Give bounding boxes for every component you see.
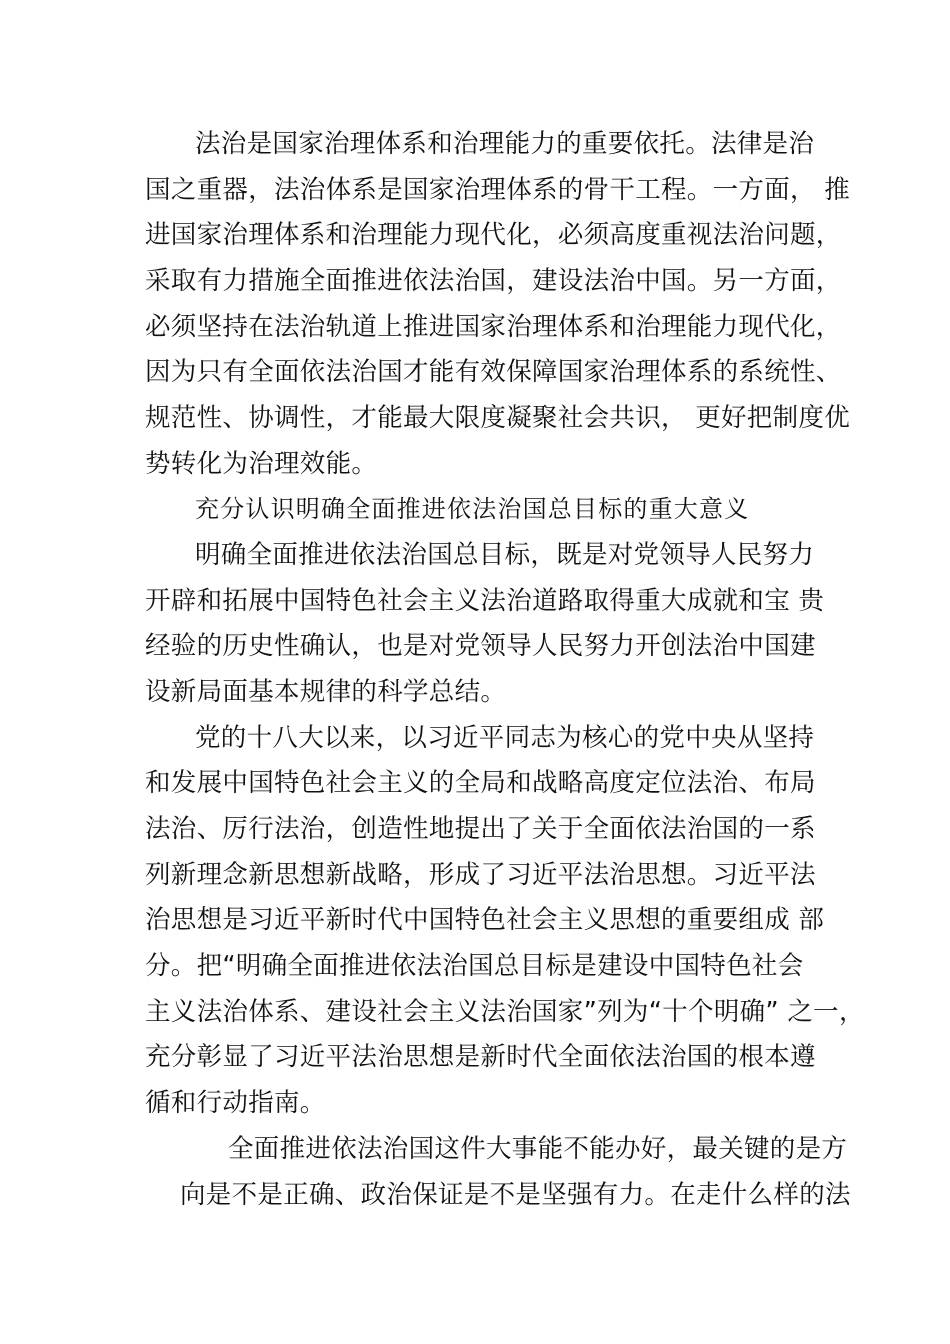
text-line: 国之重器，法治体系是国家治理体系的骨干工程。一方面， 推 (145, 175, 851, 205)
text-line: 全面推进依法治国这件大事能不能办好，最关键的是方 (228, 1134, 848, 1164)
text-line: 设新局面基本规律的科学总结。 (145, 677, 507, 707)
text-line: 治思想是习近平新时代中国特色社会主义思想的重要组成 部 (145, 905, 825, 935)
text-line: 党的十八大以来，以习近平同志为核心的党中央从坚持 (195, 723, 815, 753)
text-line: 和发展中国特色社会主义的全局和战略高度定位法治、布局 (145, 768, 816, 798)
text-line: 势转化为治理效能。 (145, 449, 378, 479)
text-line: 必须坚持在法治轨道上推进国家治理体系和治理能力现代化， (145, 312, 842, 342)
text-line: 开辟和拓展中国特色社会主义法治道路取得重大成就和宝 贵 (145, 586, 825, 616)
text-line: 向是不是正确、政治保证是不是坚强有力。在走什么样的法 (180, 1180, 851, 1210)
heading-line: 充分认识明确全面推进依法治国总目标的重大意义 (195, 495, 750, 523)
text-line: 经验的历史性确认，也是对党领导人民努力开创法治中国建 (145, 631, 816, 661)
text-line: 主义法治体系、建设社会主义法治国家”列为“十个明确” 之一， (145, 997, 865, 1027)
text-line: 列新理念新思想新战略，形成了习近平法治思想。习近平法 (145, 860, 816, 890)
text-line: 法治、厉行法治，创造性地提出了关于全面依法治国的一系 (145, 814, 816, 844)
text-line: 明确全面推进依法治国总目标，既是对党领导人民努力 (195, 540, 815, 570)
text-line: 充分彰显了习近平法治思想是新时代全面依法治国的根本遵 (145, 1042, 816, 1072)
text-line: 法治是国家治理体系和治理能力的重要依托。法律是治 (195, 129, 815, 159)
text-line: 规范性、协调性，才能最大限度凝聚社会共识， 更好把制度优 (145, 403, 851, 433)
text-line: 进国家治理体系和治理能力现代化，必须高度重视法治问题， (145, 220, 842, 250)
text-line: 循和行动指南。 (145, 1088, 326, 1118)
text-line: 因为只有全面依法治国才能有效保障国家治理体系的系统性、 (145, 357, 842, 387)
text-line: 采取有力措施全面推进依法治国，建设法治中国。另一方面， (145, 266, 842, 296)
text-line: 分。把“明确全面推进依法治国总目标是建设中国特色社会 (145, 951, 804, 981)
